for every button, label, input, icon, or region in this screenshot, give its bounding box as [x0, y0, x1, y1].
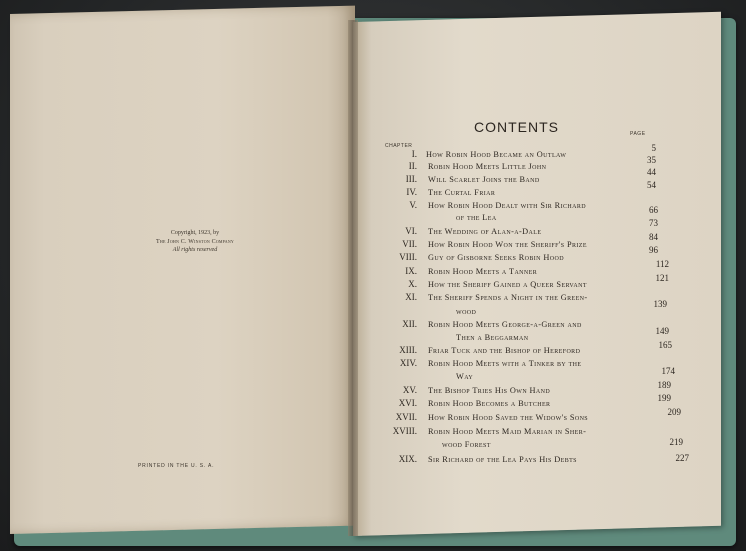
chapter-title: Sir Richard of the Lea Pays His Debts: [428, 455, 577, 464]
chapter-title-continued: Then a Beggarman: [456, 333, 529, 342]
chapter-title: The Sheriff Spends a Night in the Green-: [428, 293, 588, 302]
page-number: 35: [647, 155, 656, 165]
chapter-title: Robin Hood Meets Little John: [428, 162, 547, 171]
chapter-title: The Bishop Tries His Own Hand: [428, 386, 551, 395]
page-number: 121: [655, 273, 669, 283]
chapter-title: How Robin Hood Dealt with Sir Richard: [428, 201, 587, 210]
page-number: 66: [649, 205, 658, 215]
chapter-number: XIII.: [399, 345, 417, 355]
page-number: 84: [649, 232, 658, 242]
chapter-number: XVII.: [395, 412, 417, 422]
chapter-number: VIII.: [399, 252, 417, 262]
page-number: 227: [675, 453, 689, 463]
chapter-title: Friar Tuck and the Bishop of Hereford: [428, 346, 581, 355]
chapter-title-continued: Way: [456, 372, 474, 381]
chapter-number: V.: [409, 200, 417, 210]
chapter-title-continued: wood Forest: [442, 440, 491, 449]
chapter-title: Guy of Gisborne Seeks Robin Hood: [428, 253, 564, 262]
chapter-number: IV.: [406, 187, 417, 197]
page-number: 209: [667, 407, 681, 417]
chapter-number: III.: [405, 174, 417, 184]
publisher-line: The John C. Winston Company: [155, 238, 235, 245]
page-number: 54: [647, 180, 656, 190]
copyright-notice: [130, 229, 260, 255]
chapter-title: Robin Hood Meets with a Tinker by the: [428, 359, 582, 368]
chapter-title: The Curtal Friar: [428, 188, 496, 197]
chapter-column-label: CHAPTER: [385, 143, 413, 149]
chapter-title-continued: wood: [456, 307, 477, 316]
chapter-title: Robin Hood Meets Maid Marian in Sher-: [428, 427, 587, 436]
chapter-title: Robin Hood Meets a Tanner: [428, 267, 538, 276]
chapter-number: XII.: [402, 319, 417, 329]
page-number: 174: [661, 366, 675, 376]
rights-line: All rights reserved: [172, 247, 218, 253]
chapter-title: Robin Hood Becomes a Butcher: [428, 399, 551, 408]
chapter-number: XVI.: [398, 398, 417, 408]
page-number: 96: [649, 245, 658, 255]
chapter-title: Will Scarlet Joins the Band: [428, 175, 540, 184]
page-number: 5: [651, 143, 656, 153]
chapter-number: VI.: [405, 226, 417, 236]
chapter-number: I.: [411, 149, 417, 159]
chapter-number: XIV.: [399, 358, 417, 368]
left-page: [10, 6, 355, 534]
chapter-number: IX.: [405, 266, 417, 276]
chapter-number: X.: [408, 279, 417, 289]
chapter-title: Robin Hood Meets George-a-Green and: [428, 320, 582, 329]
printed-in-notice: PRINTED IN THE U. S. A.: [138, 463, 215, 469]
chapter-number: VII.: [402, 239, 417, 249]
chapter-title: How Robin Hood Won the Sheriff's Prize: [428, 240, 587, 249]
page-number: 112: [655, 259, 669, 269]
page-column-label: PAGE: [630, 131, 646, 137]
page-number: 73: [649, 218, 658, 228]
page-number: 199: [657, 393, 671, 403]
copyright-line: Copyright, 1923, by: [170, 230, 220, 236]
page-number: 165: [658, 340, 672, 350]
chapter-number: XVIII.: [392, 426, 417, 436]
page-number: 189: [657, 380, 671, 390]
chapter-title-continued: of the Lea: [456, 213, 497, 222]
chapter-number: XI.: [405, 292, 417, 302]
page-number: 44: [647, 167, 656, 177]
chapter-title: How the Sheriff Gained a Queer Servant: [428, 280, 587, 289]
page-number: 139: [653, 299, 667, 309]
contents-title: CONTENTS: [474, 119, 559, 135]
chapter-number: XIX.: [398, 454, 417, 464]
chapter-title: The Wedding of Alan-a-Dale: [428, 227, 542, 236]
chapter-number: XV.: [402, 385, 417, 395]
book-gutter: [348, 20, 358, 536]
page-number: 219: [669, 437, 683, 447]
chapter-title: How Robin Hood Became an Outlaw: [426, 150, 567, 159]
page-number: 149: [655, 326, 669, 336]
chapter-title: How Robin Hood Saved the Widow's Sons: [428, 413, 589, 422]
chapter-number: II.: [408, 161, 417, 171]
